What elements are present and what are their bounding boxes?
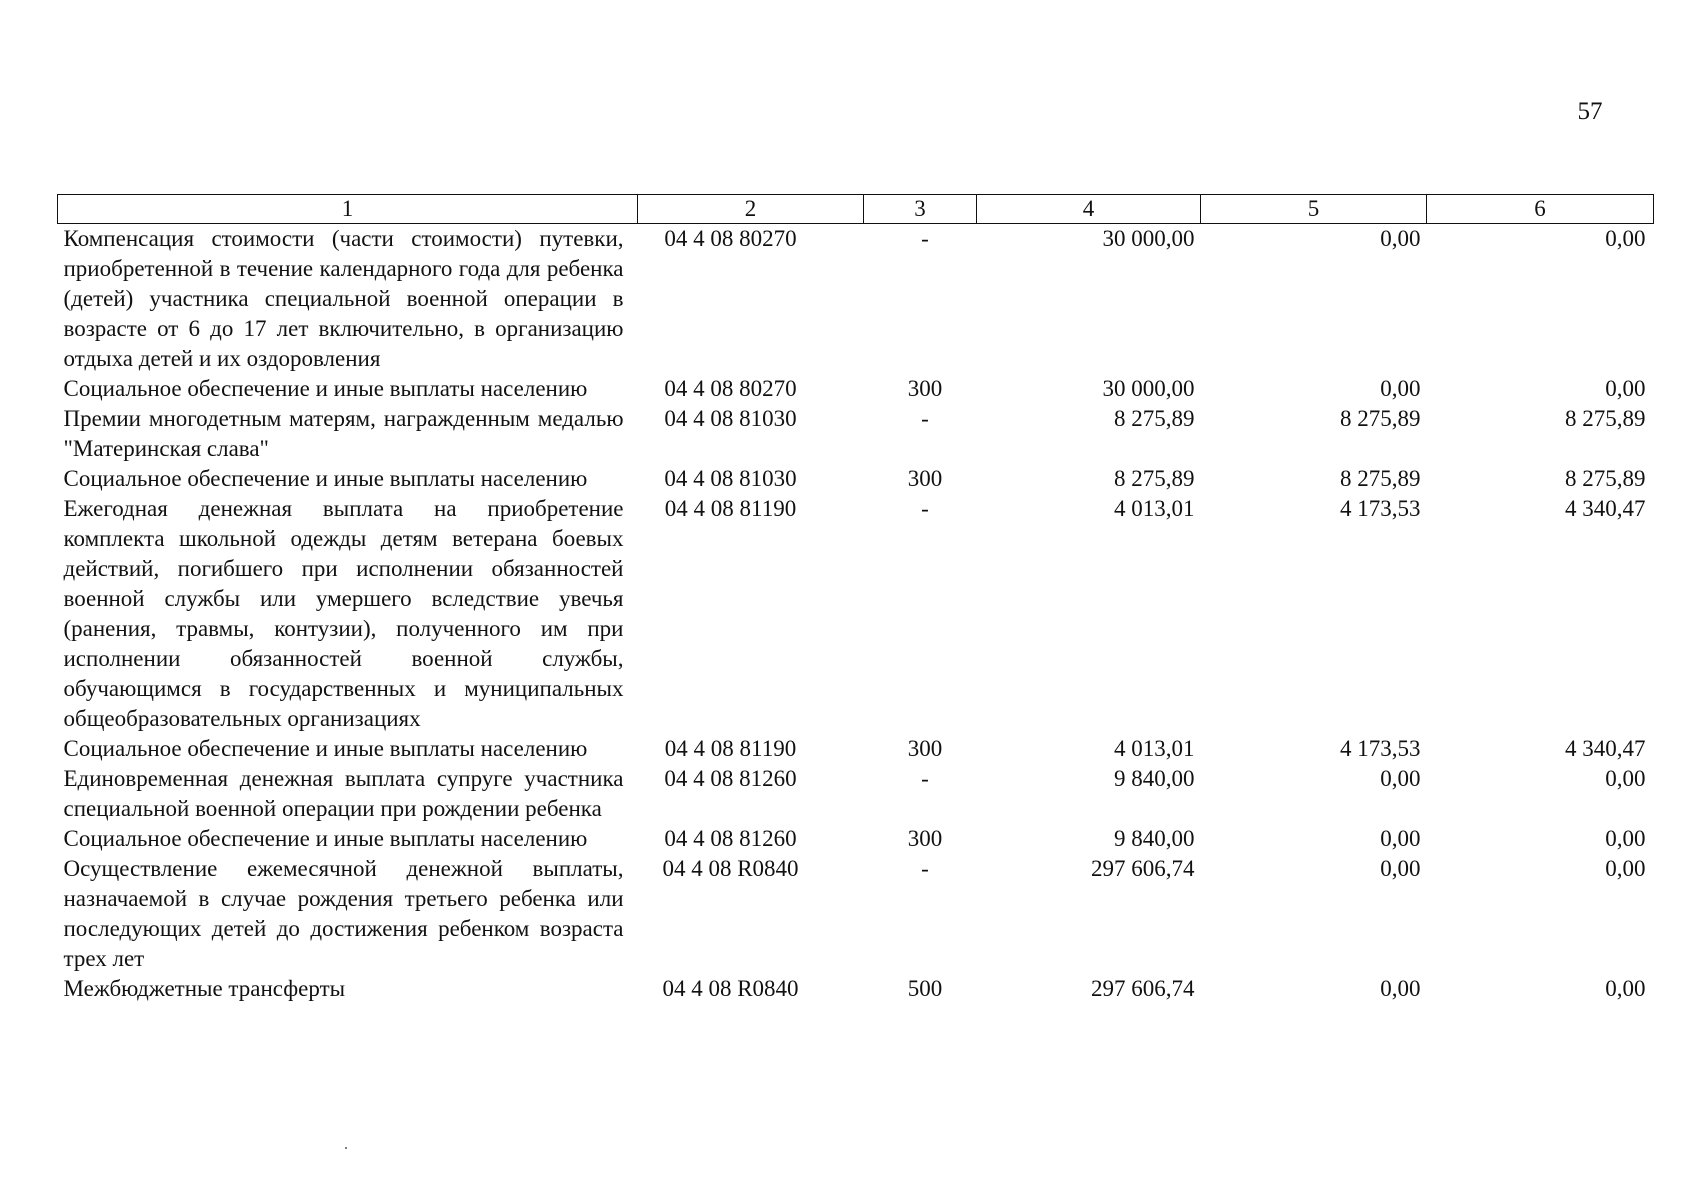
table-row — [58, 404, 1654, 464]
header-col-6: 6 — [1427, 195, 1654, 224]
row-code: 04 4 08 80270 — [664, 376, 797, 401]
row-code: 04 4 08 81030 — [664, 466, 797, 491]
header-row — [58, 195, 1654, 224]
table-row — [58, 374, 1654, 404]
header-col-1: 1 — [58, 195, 638, 224]
row-code: 04 4 08 80270 — [664, 226, 797, 251]
row-name: Социальное обеспечение и иные выплаты населению — [63, 466, 588, 491]
row-value-5: 0,00 — [1380, 226, 1421, 251]
budget-table — [57, 194, 1654, 1004]
table-row — [58, 464, 1654, 494]
row-value-6: 4 340,47 — [1565, 496, 1646, 521]
row-value-5: 4 173,53 — [1340, 496, 1421, 521]
row-value-4: 9 840,00 — [1114, 766, 1195, 791]
row-value-5: 8 275,89 — [1340, 466, 1421, 491]
header-col-2: 2 — [638, 195, 864, 224]
row-code: 04 4 08 R0840 — [662, 856, 799, 881]
table-row — [58, 854, 1654, 974]
row-value-5: 4 173,53 — [1340, 736, 1421, 761]
row-code: 04 4 08 81190 — [664, 496, 797, 521]
table-row — [58, 824, 1654, 854]
row-name: Компенсация стоимости (части стоимости) путевки, приобретенной в течение календарного года для ребенка (детей) участника специальной военной операции в возрасте от 6 до 17 лет включительно, в организацию отдыха детей и их оздоровления — [63, 226, 624, 371]
row-type: - — [921, 766, 929, 791]
table-row — [58, 974, 1654, 1004]
row-value-6: 8 275,89 — [1565, 406, 1646, 431]
header-col-5: 5 — [1201, 195, 1427, 224]
table-row — [58, 494, 1654, 734]
row-name: Социальное обеспечение и иные выплаты населению — [63, 736, 588, 761]
row-type: 300 — [907, 826, 943, 851]
row-type: 300 — [907, 466, 943, 491]
row-value-6: 0,00 — [1605, 976, 1646, 1001]
row-value-4: 8 275,89 — [1114, 406, 1195, 431]
row-type: - — [921, 496, 929, 521]
row-name: Премии многодетным матерям, награжденным медалью "Материнская слава" — [63, 406, 624, 461]
header-col-3: 3 — [864, 195, 977, 224]
row-code: 04 4 08 81030 — [664, 406, 797, 431]
row-value-4: 297 606,74 — [1091, 856, 1195, 881]
row-name: Межбюджетные трансферты — [63, 976, 346, 1001]
row-name: Социальное обеспечение и иные выплаты населению — [63, 376, 588, 401]
row-value-5: 0,00 — [1380, 976, 1421, 1001]
row-value-4: 4 013,01 — [1114, 496, 1195, 521]
table-body — [58, 224, 1654, 1005]
row-value-6: 0,00 — [1605, 226, 1646, 251]
row-type: - — [921, 406, 929, 431]
row-value-6: 0,00 — [1605, 766, 1646, 791]
table-row — [58, 734, 1654, 764]
row-value-6: 8 275,89 — [1565, 466, 1646, 491]
scan-speck — [345, 1147, 347, 1149]
row-type: 300 — [907, 736, 943, 761]
row-value-4: 4 013,01 — [1114, 736, 1195, 761]
row-value-6: 0,00 — [1605, 376, 1646, 401]
row-value-5: 8 275,89 — [1340, 406, 1421, 431]
header-col-4: 4 — [977, 195, 1201, 224]
table-row — [58, 764, 1654, 824]
page-number: 57 — [1577, 98, 1603, 125]
row-value-4: 297 606,74 — [1091, 976, 1195, 1001]
table-row — [58, 224, 1654, 375]
row-value-5: 0,00 — [1380, 826, 1421, 851]
row-value-4: 30 000,00 — [1102, 376, 1195, 401]
row-value-5: 0,00 — [1380, 376, 1421, 401]
row-value-4: 30 000,00 — [1102, 226, 1195, 251]
row-value-6: 0,00 — [1605, 856, 1646, 881]
row-type: 500 — [907, 976, 943, 1001]
row-code: 04 4 08 81190 — [664, 736, 797, 761]
row-code: 04 4 08 81260 — [664, 766, 797, 791]
row-name: Осуществление ежемесячной денежной выплаты, назначаемой в случае рождения третьего ребенка или последующих детей до достижения ребенком возраста трех лет — [63, 856, 624, 971]
row-name: Единовременная денежная выплата супруге участника специальной военной операции при рождении ребенка — [63, 766, 624, 821]
table-header — [58, 195, 1654, 224]
row-name: Ежегодная денежная выплата на приобретение комплекта школьной одежды детям ветерана боевых действий, погибшего при исполнении обязанностей военной службы или умершего вследствие увечья (ранения, травмы, контузии), полученного им при исполнении обязанностей военной службы, обучающимся в государственных и муниципальных общеобразовательных организациях — [63, 496, 624, 731]
row-type: - — [921, 226, 929, 251]
row-value-6: 4 340,47 — [1565, 736, 1646, 761]
row-type: 300 — [907, 376, 943, 401]
row-value-5: 0,00 — [1380, 766, 1421, 791]
row-type: - — [921, 856, 929, 881]
row-code: 04 4 08 81260 — [664, 826, 797, 851]
row-code: 04 4 08 R0840 — [662, 976, 799, 1001]
row-value-4: 9 840,00 — [1114, 826, 1195, 851]
row-value-5: 0,00 — [1380, 856, 1421, 881]
row-name: Социальное обеспечение и иные выплаты населению — [63, 826, 588, 851]
row-value-6: 0,00 — [1605, 826, 1646, 851]
row-value-4: 8 275,89 — [1114, 466, 1195, 491]
